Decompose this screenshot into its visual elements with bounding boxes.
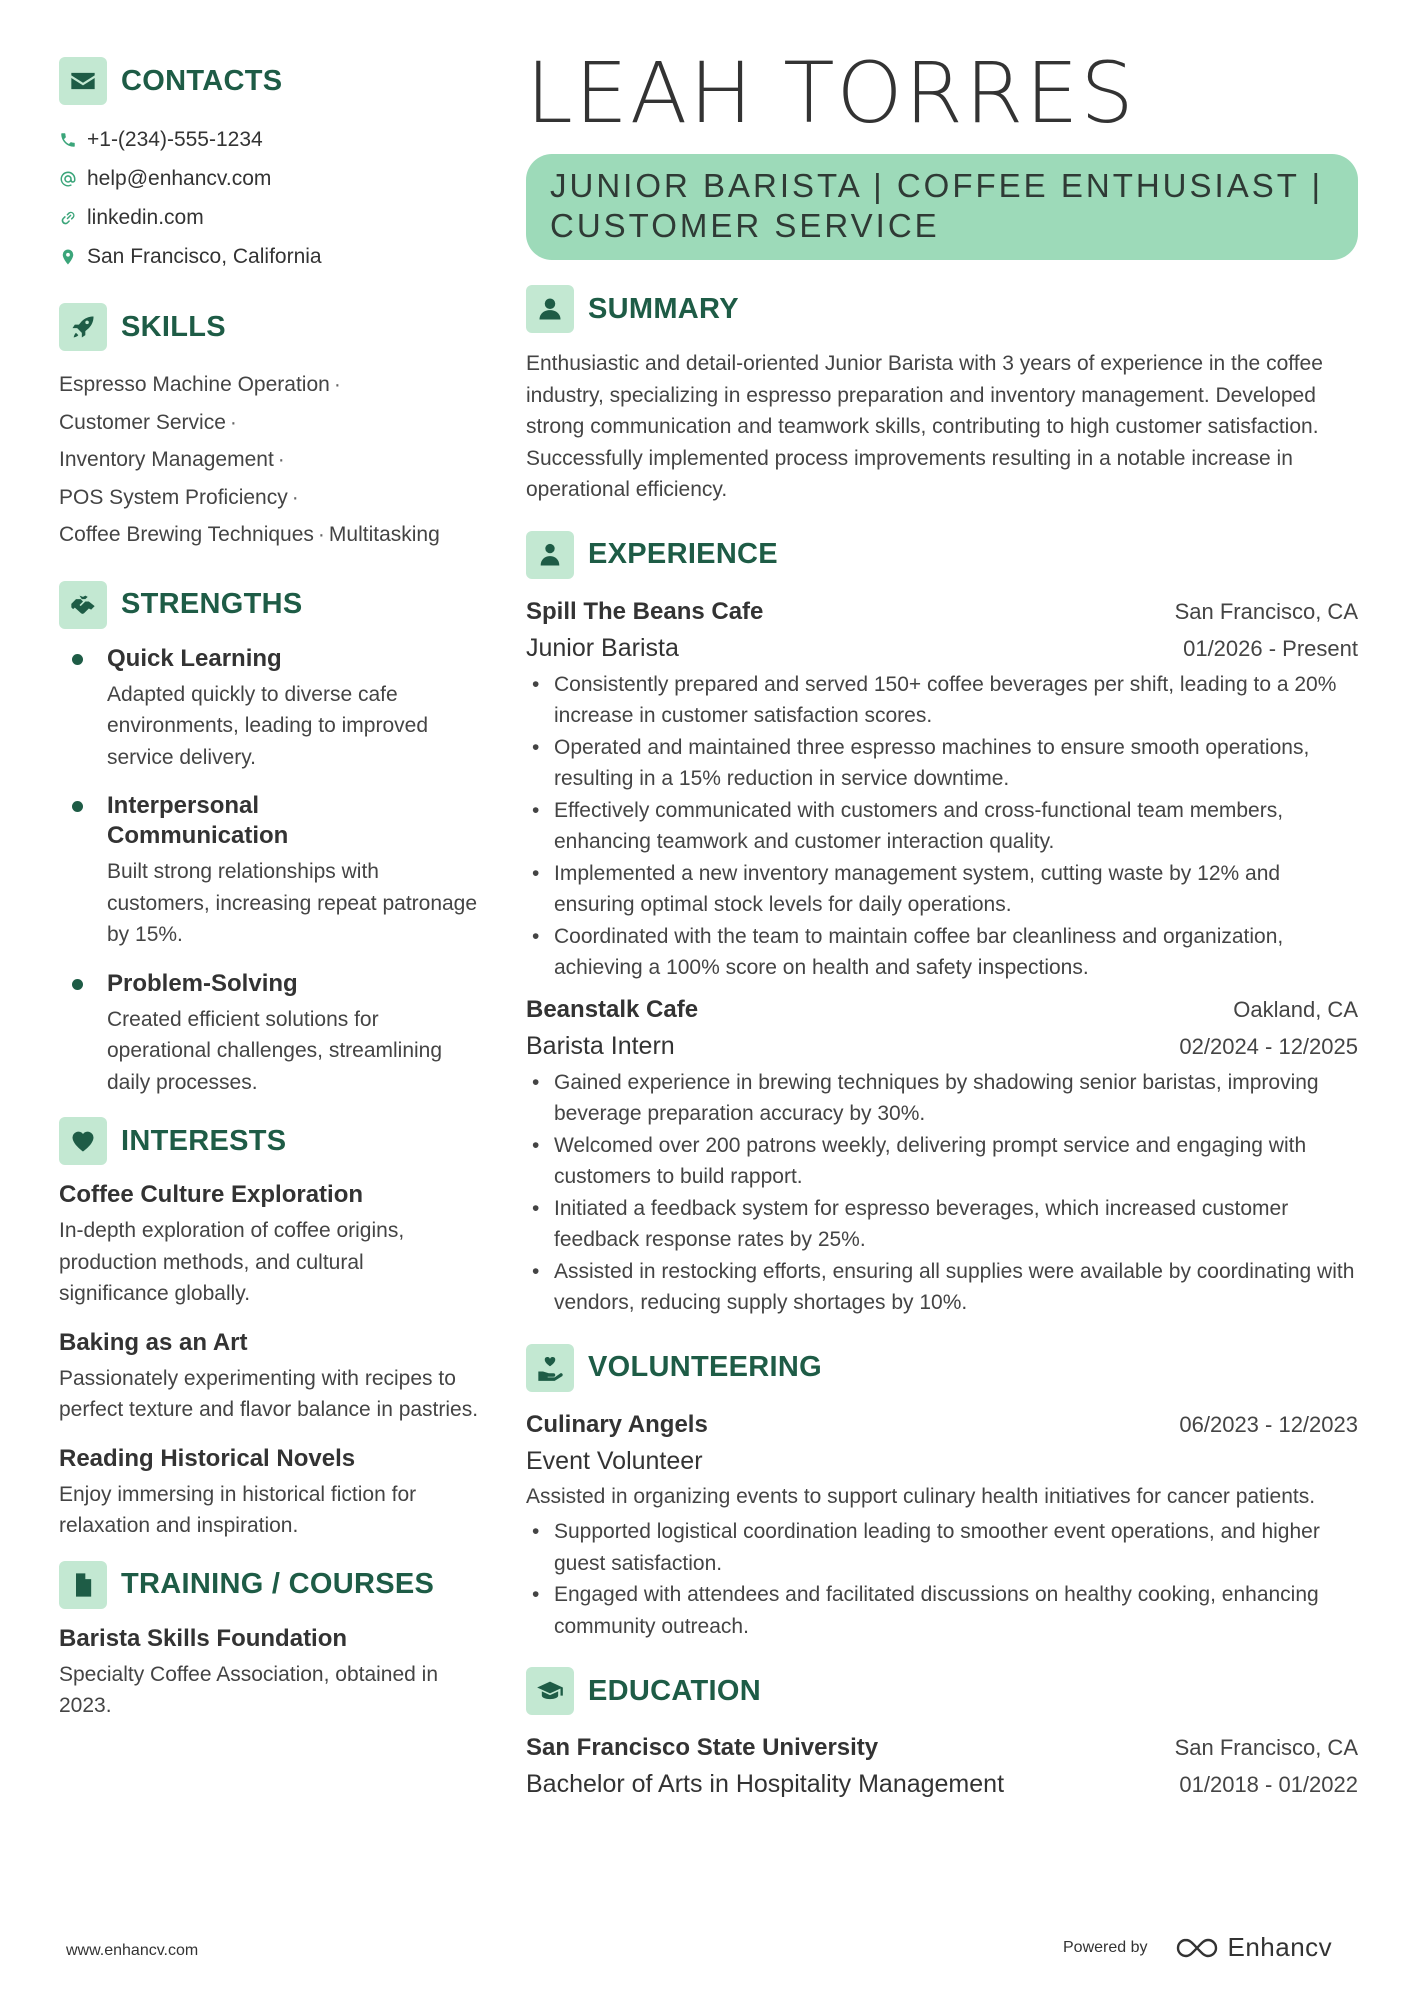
document-icon <box>59 1561 107 1609</box>
skill-item: Multitasking <box>328 523 440 546</box>
interest-item <box>59 1444 479 1542</box>
footer-branding <box>1063 1932 1332 1963</box>
powered-by-text: Powered by <box>1063 1938 1148 1956</box>
at-icon <box>59 170 77 188</box>
handshake-icon <box>59 581 107 629</box>
skill-item: Customer Service <box>59 410 226 434</box>
education-dates: 01/2018 - 01/2022 <box>1179 1772 1358 1797</box>
education-section <box>526 1666 1358 1803</box>
volunteer-bullet: • Engaged with attendees and facilitated discussions on healthy cooking, enhancing community outreach. <box>526 1579 1358 1642</box>
briefcase-person-icon <box>526 531 574 579</box>
education-title: EDUCATION <box>588 1674 761 1707</box>
volunteering-title: VOLUNTEERING <box>588 1351 822 1383</box>
job-bullet: • Operated and maintained three espresso machines to ensure smooth operations, resulting in a 15% reduction in service downtime. <box>526 732 1358 795</box>
summary-section <box>526 284 1358 506</box>
volunteer-desc: Assisted in organizing events to support culinary health initiatives for cancer patients. <box>526 1484 1316 1508</box>
skill-separator: · <box>277 448 285 471</box>
contacts-section <box>59 56 479 276</box>
skill-item: Inventory Management <box>59 448 274 471</box>
interest-desc: Enjoy immersing in historical fiction for relaxation and inspiration. <box>59 1482 417 1537</box>
experience-section <box>526 530 1358 1319</box>
candidate-name: LEAH TORRES <box>526 44 1136 142</box>
job-bullet: • Coordinated with the team to maintain coffee bar cleanliness and organization, achieving a 100% score on health and safety inspections. <box>526 921 1358 984</box>
strength-title: Quick Learning <box>107 644 282 672</box>
education-degree: Bachelor of Arts in Hospitality Management <box>526 1770 1005 1798</box>
job-dates: 01/2026 - Present <box>1183 635 1358 661</box>
skill-item: Coffee Brewing Techniques <box>59 523 314 546</box>
left-column <box>59 56 479 1740</box>
volunteer-org: Culinary Angels <box>526 1410 708 1438</box>
skill-separator: · <box>229 410 237 434</box>
strengths-title: STRENGTHS <box>121 588 303 620</box>
person-icon <box>526 285 574 333</box>
job-entry <box>526 594 1358 984</box>
envelope-icon <box>59 57 107 105</box>
job-company: Spill The Beans Cafe <box>526 597 764 625</box>
volunteer-role: Event Volunteer <box>526 1446 703 1475</box>
skills-title: SKILLS <box>121 310 226 343</box>
job-bullet: • Consistently prepared and served 150+ coffee beverages per shift, leading to a 20% increase in customer satisfaction scores. <box>526 669 1358 732</box>
contact-phone <box>59 120 479 159</box>
job-company: Beanstalk Cafe <box>526 995 699 1023</box>
right-column <box>526 44 1358 1803</box>
training-item-desc: Specialty Coffee Association, obtained in 2023. <box>59 1662 439 1717</box>
infinity-logo-icon <box>1174 1935 1220 1961</box>
skills-section <box>59 302 479 554</box>
experience-title: EXPERIENCE <box>588 538 778 570</box>
volunteer-dates: 06/2023 - 12/2023 <box>1179 1411 1358 1437</box>
job-bullet: • Assisted in restocking efforts, ensuring all supplies were available by coordinating with vendors, reducing supply shortages by 10%. <box>526 1256 1358 1319</box>
strength-title: Problem-Solving <box>107 969 298 997</box>
contact-location <box>59 237 479 276</box>
strength-title: Interpersonal Communication <box>107 792 289 849</box>
strength-desc: Adapted quickly to diverse cafe environments, leading to improved service delivery. <box>107 682 429 769</box>
interest-item <box>59 1328 479 1426</box>
strength-item <box>59 791 479 951</box>
interest-title: Coffee Culture Exploration <box>59 1181 364 1208</box>
email-text: help@enhancv.com <box>87 166 272 190</box>
skill-separator: · <box>333 373 341 396</box>
interests-title: INTERESTS <box>121 1124 287 1157</box>
education-location: San Francisco, CA <box>1174 1735 1358 1760</box>
interest-desc: In-depth exploration of coffee origins, production methods, and cultural significance globally. <box>59 1219 405 1305</box>
volunteer-bullets <box>526 1516 1358 1642</box>
skill-item: Espresso Machine Operation <box>59 373 330 396</box>
strengths-section <box>59 580 479 1099</box>
phone-icon <box>59 131 77 149</box>
job-entry <box>526 992 1358 1319</box>
job-bullet: • Implemented a new inventory management system, cutting waste by 12% and ensuring optimal stock levels for daily operations. <box>526 858 1358 921</box>
summary-title: SUMMARY <box>588 292 739 325</box>
volunteer-bullet: • Supported logistical coordination leading to smoother event operations, and higher guest satisfaction. <box>526 1516 1358 1579</box>
job-role: Barista Intern <box>526 1031 675 1060</box>
heart-icon <box>59 1117 107 1165</box>
contact-linkedin[interactable] <box>59 198 479 237</box>
strength-desc: Built strong relationships with customers, increasing repeat patronage by 15%. <box>107 860 478 946</box>
training-item-title: Barista Skills Foundation <box>59 1624 348 1652</box>
skill-separator: · <box>317 523 325 546</box>
job-location: San Francisco, CA <box>1174 598 1358 624</box>
contacts-title: CONTACTS <box>121 64 283 97</box>
bullet-dot-icon <box>72 801 83 812</box>
strength-item <box>59 969 479 1099</box>
phone-text: +1-(234)-555-1234 <box>87 127 263 151</box>
job-bullets <box>526 1067 1358 1319</box>
interest-title: Baking as an Art <box>59 1328 248 1356</box>
bullet-dot-icon <box>72 654 83 665</box>
enhancv-logo[interactable] <box>1174 1932 1333 1963</box>
location-pin-icon <box>59 248 77 266</box>
strength-desc: Created efficient solutions for operational challenges, streamlining daily processes. <box>107 1007 443 1094</box>
strength-item <box>59 644 479 774</box>
skill-separator: · <box>291 485 299 509</box>
job-bullet: • Gained experience in brewing techniques by shadowing senior baristas, improving beverage preparation accuracy by 30%. <box>526 1067 1358 1130</box>
footer-website[interactable]: www.enhancv.com <box>66 1942 199 1959</box>
training-item <box>59 1624 479 1722</box>
rocket-icon <box>59 303 107 351</box>
headline-banner: JUNIOR BARISTA | COFFEE ENTHUSIAST | CUSTOMER SERVICE <box>526 154 1358 260</box>
job-role: Junior Barista <box>526 633 679 662</box>
job-bullet: • Initiated a feedback system for espresso beverages, which increased customer feedback response rates by 25%. <box>526 1193 1358 1256</box>
location-text: San Francisco, California <box>87 244 322 268</box>
skill-item: POS System Proficiency <box>59 485 288 509</box>
interest-desc: Passionately experimenting with recipes to perfect texture and flavor balance in pastries. <box>59 1366 479 1421</box>
brand-name: Enhancv <box>1227 1932 1333 1962</box>
training-section <box>59 1560 479 1722</box>
education-school: San Francisco State University <box>526 1734 879 1761</box>
job-bullet: • Effectively communicated with customers and cross-functional team members, enhancing teamwork and customer interaction quality. <box>526 795 1358 858</box>
helping-hand-icon <box>526 1344 574 1392</box>
job-dates: 02/2024 - 12/2025 <box>1179 1033 1358 1059</box>
volunteering-section <box>526 1343 1358 1643</box>
contact-email[interactable] <box>59 159 479 198</box>
bullet-dot-icon <box>72 979 83 990</box>
job-location: Oakland, CA <box>1233 996 1358 1022</box>
skills-list <box>59 366 479 554</box>
job-bullet: • Welcomed over 200 patrons weekly, delivering prompt service and engaging with customers to build rapport. <box>526 1130 1358 1193</box>
graduation-cap-icon <box>526 1667 574 1715</box>
training-title: TRAINING / COURSES <box>121 1568 435 1600</box>
interests-section <box>59 1116 479 1542</box>
interest-item <box>59 1180 479 1310</box>
interest-title: Reading Historical Novels <box>59 1444 356 1472</box>
summary-text: Enthusiastic and detail-oriented Junior Barista with 3 years of experience in the coffee industry, specializing in espresso preparation and inventory management. Developed strong communication and teamwork skills, contributing to high customer satisfaction. Successfully implemented process improvements resulting in a notable increase in operational efficiency. <box>526 352 1323 501</box>
job-bullets <box>526 669 1358 984</box>
linkedin-text: linkedin.com <box>87 205 204 229</box>
link-icon <box>59 209 77 227</box>
